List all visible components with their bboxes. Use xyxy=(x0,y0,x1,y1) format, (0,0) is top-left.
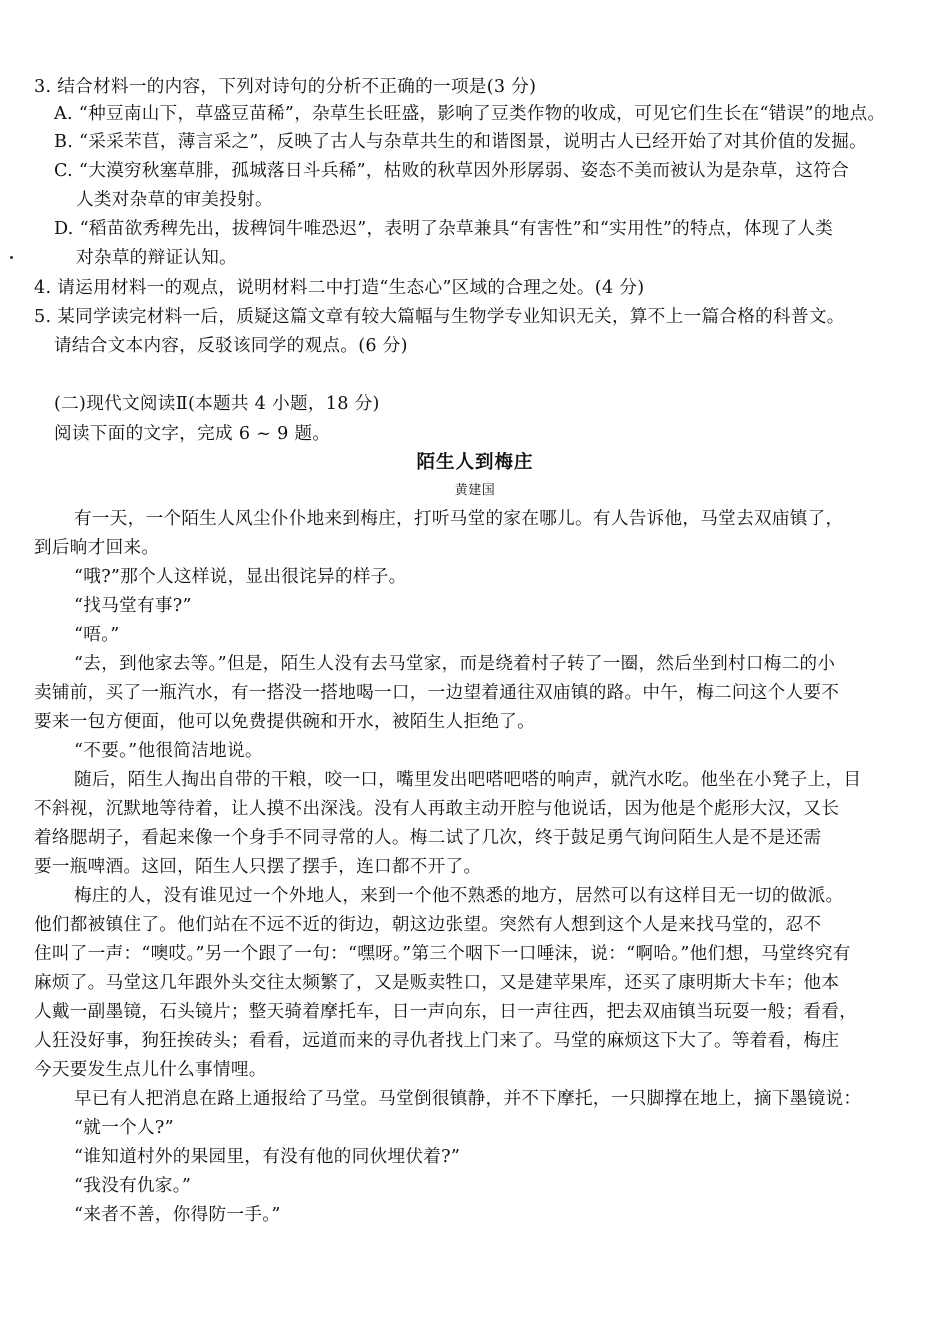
question-5: 5. 某同学读完材料一后，质疑这篇文章有较大篇幅与生物学专业知识无关，算不上一篇合格的科普文。 xyxy=(34,307,845,327)
article-line: “不要。”他很简洁地说。 xyxy=(74,741,263,761)
question-3-option-a: A. “种豆南山下，草盛豆苗稀”，杂草生长旺盛，影响了豆类作物的收成，可见它们生长在“错误”的地点。 xyxy=(54,104,886,124)
article-line: 他们都被镇住了。他们站在不远不近的街边，朝这边张望。突然有人想到这个人是来找马堂的，忍不 xyxy=(34,915,822,935)
article-line: 随后，陌生人掏出自带的干粮，咬一口，嘴里发出吧嗒吧嗒的响声，就汽水吃。他坐在小凳子上，目 xyxy=(74,770,862,790)
article-line: 着络腮胡子，看起来像一个身手不同寻常的人。梅二试了几次，终于鼓足勇气询问陌生人是不是还需 xyxy=(34,828,822,848)
article-line: 住叫了一声：“噢哎。”另一个跟了一句：“嘿呀。”第三个咽下一口唾沫，说：“啊哈。”他们想，马堂终究有 xyxy=(34,944,851,964)
section-instruction: 阅读下面的文字，完成 6 ~ 9 题。 xyxy=(54,424,331,444)
stray-mark xyxy=(10,256,13,259)
article-line: 到后晌才回来。 xyxy=(34,538,160,558)
question-3-option-b: B. “采采芣苢，薄言采之”，反映了古人与杂草共生的和谐图景，说明古人已经开始了对其价值的发掘。 xyxy=(54,132,868,152)
article-title: 陌生人到梅庄 xyxy=(416,452,534,473)
article-line: 卖铺前，买了一瓶汽水，有一搭没一搭地喝一口，一边望着通往双庙镇的路。中午，梅二问这个人要不 xyxy=(34,683,840,703)
article-line: 人狂没好事，狗狂挨砖头；看看，远道而来的寻仇者找上门来了。马堂的麻烦这下大了。等着看，梅庄 xyxy=(34,1031,840,1051)
article-line: 早已有人把消息在路上通报给了马堂。马堂倒很镇静，并不下摩托，一只脚撑在地上，摘下墨镜说： xyxy=(74,1089,862,1109)
question-3-option-d: D. “稻苗欲秀稗先出，拔稗饲牛唯恐迟”，表明了杂草兼具“有害性”和“实用性”的特点，体现了人类 xyxy=(54,219,834,239)
question-4: 4. 请运用材料一的观点，说明材料二中打造“生态心”区域的合理之处。(4 分) xyxy=(34,278,645,298)
article-line: 有一天，一个陌生人风尘仆仆地来到梅庄，打听马堂的家在哪儿。有人告诉他，马堂去双庙镇了， xyxy=(74,509,844,529)
article-line: “来者不善，你得防一手。” xyxy=(74,1205,281,1225)
question-5-cont: 请结合文本内容，反驳该同学的观点。(6 分) xyxy=(54,336,408,356)
article-line: “我没有仇家。” xyxy=(74,1176,192,1196)
article-line: “哦?”那个人这样说，显出很诧异的样子。 xyxy=(74,567,407,587)
question-3-option-c: C. “大漠穷秋塞草腓，孤城落日斗兵稀”，枯败的秋草因外形孱弱、姿态不美而被认为是杂草，这符合 xyxy=(54,161,850,181)
article-line: 梅庄的人，没有谁见过一个外地人，来到一个他不熟悉的地方，居然可以有这样目无一切的做派。 xyxy=(74,886,844,906)
question-3-stem: 3. 结合材料一的内容，下列对诗句的分析不正确的一项是(3 分) xyxy=(34,77,537,97)
article-line: 要来一包方便面，他可以免费提供碗和开水，被陌生人拒绝了。 xyxy=(34,712,536,732)
article-line: “去，到他家去等。”但是，陌生人没有去马堂家，而是绕着村子转了一圈，然后坐到村口梅二的小 xyxy=(74,654,836,674)
article-line: 今天要发生点儿什么事情哩。 xyxy=(34,1060,267,1080)
article-line: 不斜视，沉默地等待着，让人摸不出深浅。没有人再敢主动开腔与他说话，因为他是个彪形大汉，又长 xyxy=(34,799,840,819)
question-3-option-d-cont: 对杂草的辩证认知。 xyxy=(76,248,238,268)
article-line: “唔。” xyxy=(74,625,120,645)
article-line: 要一瓶啤酒。这回，陌生人只摆了摆手，连口都不开了。 xyxy=(34,857,482,877)
section-heading: (二)现代文阅读Ⅱ(本题共 4 小题，18 分) xyxy=(54,394,380,414)
article-author: 黄建国 xyxy=(454,483,496,498)
article-line: “谁知道村外的果园里，有没有他的同伙埋伏着?” xyxy=(74,1147,461,1167)
article-line: “就一个人?” xyxy=(74,1118,174,1138)
question-3-option-c-cont: 人类对杂草的审美投射。 xyxy=(76,190,273,210)
article-line: 麻烦了。马堂这几年跟外头交往太频繁了，又是贩卖牲口，又是建苹果库，还买了康明斯大卡车；他本 xyxy=(34,973,840,993)
article-line: 人戴一副墨镜，石头镜片；整天骑着摩托车，日一声向东，日一声往西，把去双庙镇当玩耍一般；看看， xyxy=(34,1002,858,1022)
article-line: “找马堂有事?” xyxy=(74,596,192,616)
